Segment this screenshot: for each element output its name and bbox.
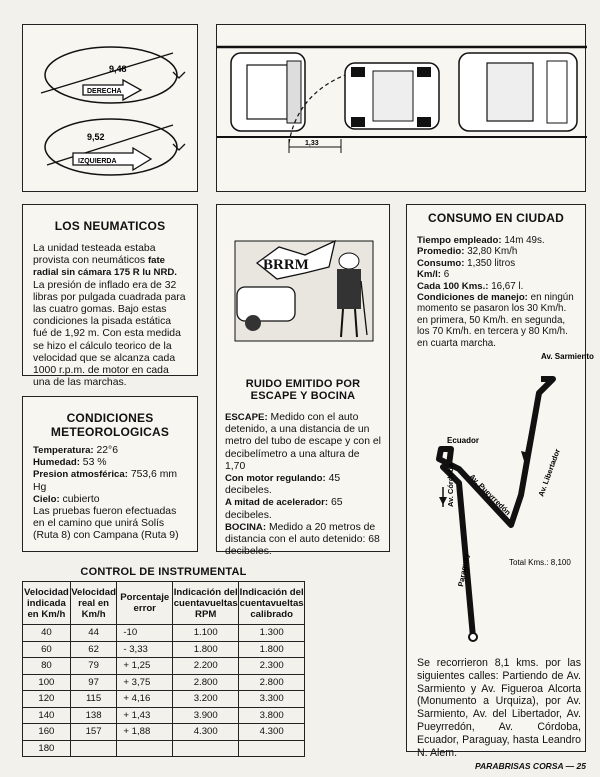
table-cell: 44 xyxy=(70,625,117,642)
table-cell: 120 xyxy=(23,691,71,708)
table-row xyxy=(23,740,305,757)
consumo-title: CONSUMO EN CIUDAD xyxy=(427,211,565,225)
instrumental-header-row xyxy=(23,582,305,625)
meteo-box xyxy=(22,396,198,552)
map-label-libertador: Av. Libertador xyxy=(536,447,562,498)
bocina-text: Medido a 20 metros de distancia con el auto detenido: 68 decibeles. xyxy=(225,521,380,558)
cartoon-illustration xyxy=(217,205,391,355)
ruido-escape xyxy=(225,412,381,473)
meteo-hum xyxy=(33,457,187,469)
right-value: 9,48 xyxy=(109,64,127,74)
cartoon-text: BRRM xyxy=(263,257,309,273)
neumaticos-title: LOS NEUMATICOS xyxy=(54,219,166,233)
meteo-temp xyxy=(33,445,187,457)
table-cell: 40 xyxy=(23,625,71,642)
table-cell: 160 xyxy=(23,724,71,741)
table-cell: 2.800 xyxy=(239,674,305,691)
meteo-title-1: CONDICIONES xyxy=(66,411,154,425)
table-cell: - 3,33 xyxy=(117,641,173,658)
hum-label: Humedad: xyxy=(33,457,80,469)
table-cell: 2.800 xyxy=(173,674,239,691)
ruido-bocina xyxy=(225,522,381,559)
temp-label: Temperatura: xyxy=(33,445,94,456)
tires-diagram-box xyxy=(22,24,198,192)
parking-car xyxy=(345,63,439,129)
tiempo-value: 14m 49s. xyxy=(504,235,545,246)
table-cell: 79 xyxy=(70,658,117,675)
table-cell: 1.100 xyxy=(173,625,239,642)
parking-distance: 1,33 xyxy=(305,140,319,147)
right-label: DERECHA xyxy=(87,88,122,95)
pres-label: Presion atmosférica: xyxy=(33,469,128,481)
neumaticos-box xyxy=(22,204,198,389)
table-row xyxy=(23,674,305,691)
cond-text: en ningún momento se pasaron los 30 Km/h. en primera, 50 Km/h. en segunda, los 70 Km/h. en tercera y 80 Km/h. en cuarta marcha. xyxy=(417,292,574,349)
col-calibrado: Indicación del cuentavueltas calibrado xyxy=(239,582,305,625)
cada-value: 16,67 l. xyxy=(491,280,524,292)
col-velocidad-indicada: Velocidad indicada en Km/h xyxy=(23,582,71,625)
table-cell: + 1,88 xyxy=(117,724,173,741)
table-row xyxy=(23,691,305,708)
escape-label: ESCAPE: xyxy=(225,412,268,423)
promedio-value: 32,80 Km/h xyxy=(467,246,518,258)
cielo-value: cubierto xyxy=(62,493,100,505)
table-cell: 3.300 xyxy=(239,691,305,708)
map-label-sarmiento: Av. Sarmiento xyxy=(541,352,594,361)
meteo-pres xyxy=(33,469,187,493)
left-label: IZQUIERDA xyxy=(78,158,117,165)
escape-text: Medido con el auto detenido, a una distancia de un metro del tubo de escape y con el decibelímetro a una altura de 1,70 xyxy=(225,412,381,472)
table-cell: 1.800 xyxy=(239,641,305,658)
table-cell: 97 xyxy=(70,674,117,691)
table-row xyxy=(23,625,305,642)
instrumental-table xyxy=(22,581,305,757)
parking-diagram-box xyxy=(216,24,586,192)
table-cell: 4.300 xyxy=(239,724,305,741)
meteo-p: Las pruebas fueron efectuadas en el camino que unirá Solís (Ruta 8) con Campana (Ruta 9) xyxy=(33,506,179,542)
table-cell xyxy=(117,740,173,757)
table-cell: 115 xyxy=(70,691,117,708)
table-cell: + 1,43 xyxy=(117,707,173,724)
col-rpm: Indicación del cuentavueltas RPM xyxy=(173,582,239,625)
recorrido-text: Se recorrieron 8,1 kms. por las siguientes calles: Partiendo de Av. Sarmiento y Av. Figueroa Alcorta (Monumento a Urquiza), por Av. Sarmiento, Av. del Libertador, Av. Pueyrredón, Av. Córdoba, Ecuador, Paraguay, hasta Leandro N. Alem. xyxy=(417,657,581,759)
consumo-value: 1,350 litros xyxy=(467,257,516,269)
cond-label: Condiciones de manejo: xyxy=(417,292,528,304)
tiempo-label: Tiempo empleado: xyxy=(417,235,502,246)
consumo-tiempo xyxy=(417,235,575,246)
consumo-block xyxy=(417,235,575,349)
tires-diagram xyxy=(23,25,199,193)
table-cell: 157 xyxy=(70,724,117,741)
consumo-label: Consumo: xyxy=(417,257,465,269)
km1-label: Km/l: xyxy=(417,269,441,281)
ruido-acel xyxy=(225,497,381,521)
instrumental-title-box xyxy=(22,563,305,581)
table-cell: 180 xyxy=(23,740,71,757)
neumaticos-p1-b: fate radial sin cámara 175 R lu NRD. xyxy=(33,255,177,279)
consumo-promedio xyxy=(417,246,575,257)
map-label-paraguay: Paraguay xyxy=(456,552,471,588)
acel-value: 65 decibeles. xyxy=(225,497,343,521)
neumaticos-p2: La presión de inflado era de 32 libras por pulgada cuadrada para las cuatro gomas. Bajo estas condiciones la pisada estática fué de 1,92 m. Con esta medida se hizo el cálculo teorico de la velocidad que se alcanza cada 1000 r.p.m. de motor en cada una de las marchas. xyxy=(33,279,186,389)
table-cell: 138 xyxy=(70,707,117,724)
col-porcentaje-error: Porcentaje error xyxy=(117,582,173,625)
bocina-label: BOCINA: xyxy=(225,521,267,533)
table-cell: 1.300 xyxy=(239,625,305,642)
map-label-pueyrredon: Av. Pueyrredón xyxy=(467,472,513,518)
hum-value: 53 % xyxy=(82,457,107,469)
consumo-cond xyxy=(417,292,575,349)
table-cell: -10 xyxy=(117,625,173,642)
temp-value: 22°6 xyxy=(96,445,118,456)
consumo-consumo xyxy=(417,258,575,269)
table-row xyxy=(23,658,305,675)
route-map xyxy=(413,347,594,647)
neumaticos-p1-a: La unidad testeada estaba provista con neumáticos xyxy=(33,243,156,267)
parking-diagram xyxy=(217,25,587,193)
ruido-title-2: ESCAPE Y BOCINA xyxy=(250,390,356,402)
motor-value: 45 decibeles. xyxy=(225,473,341,497)
table-cell: 4.300 xyxy=(173,724,239,741)
map-total: Total Kms.: 8,100 xyxy=(509,558,571,567)
table-cell: + 1,25 xyxy=(117,658,173,675)
parked-car-left xyxy=(231,53,305,131)
consumo-km1 xyxy=(417,269,575,280)
table-cell xyxy=(70,740,117,757)
ruido-title-1: RUIDO EMITIDO POR xyxy=(245,378,361,390)
km1-value: 6 xyxy=(443,269,450,281)
table-cell: + 3,75 xyxy=(117,674,173,691)
table-row xyxy=(23,707,305,724)
acel-label: A mitad de acelerador: xyxy=(225,497,329,509)
table-cell: 3.800 xyxy=(239,707,305,724)
page-footer: PARABRISAS CORSA — 25 xyxy=(475,761,586,771)
consumo-cada xyxy=(417,281,575,292)
table-cell: 100 xyxy=(23,674,71,691)
col-velocidad-real: Velocidad real en Km/h xyxy=(70,582,117,625)
promedio-label: Promedio: xyxy=(417,246,465,258)
table-cell: 1.800 xyxy=(173,641,239,658)
instrumental-title: CONTROL DE INSTRUMENTAL xyxy=(80,566,247,578)
table-cell: 60 xyxy=(23,641,71,658)
table-cell: 3.900 xyxy=(173,707,239,724)
neumaticos-p1 xyxy=(33,243,187,280)
table-cell: 62 xyxy=(70,641,117,658)
table-cell: 80 xyxy=(23,658,71,675)
map-label-cordoba: Av. Córdoba xyxy=(446,463,455,507)
map-label-ecuador: Ecuador xyxy=(447,436,480,445)
table-cell xyxy=(173,740,239,757)
table-cell: 2.300 xyxy=(239,658,305,675)
table-row xyxy=(23,724,305,741)
meteo-cielo xyxy=(33,494,187,506)
parked-car-right xyxy=(459,53,577,131)
motor-label: Con motor regulando: xyxy=(225,473,326,485)
table-cell: 140 xyxy=(23,707,71,724)
cielo-label: Cielo: xyxy=(33,493,60,505)
consumo-box xyxy=(406,204,594,759)
cada-label: Cada 100 Kms.: xyxy=(417,280,489,292)
meteo-title-2: METEOROLOGICAS xyxy=(50,425,170,439)
ruido-box xyxy=(216,204,390,558)
ruido-motor xyxy=(225,473,381,497)
table-cell: 3.200 xyxy=(173,691,239,708)
table-cell: 2.200 xyxy=(173,658,239,675)
table-cell xyxy=(239,740,305,757)
pres-value: 753,6 mm Hg xyxy=(33,469,178,493)
left-value: 9,52 xyxy=(87,132,105,142)
table-row xyxy=(23,641,305,658)
table-cell: + 4,16 xyxy=(117,691,173,708)
